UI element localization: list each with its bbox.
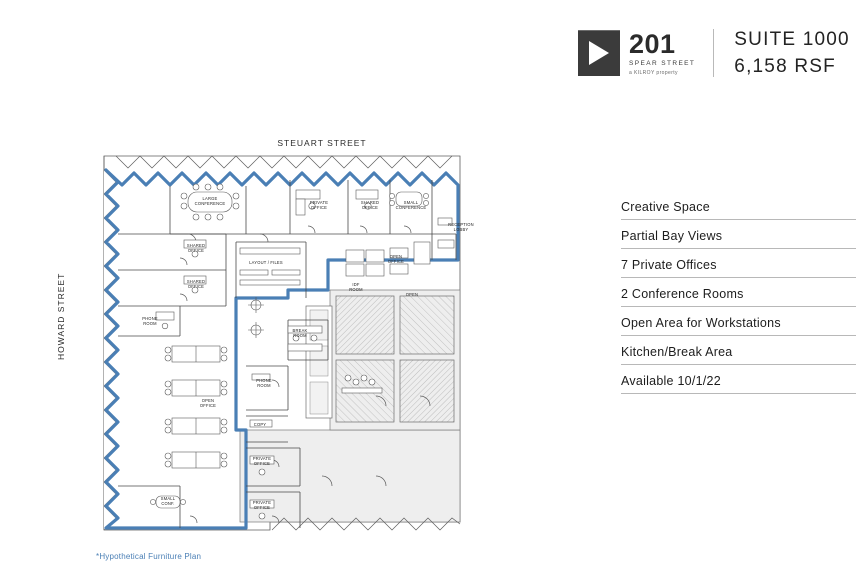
svg-text:SMALL: SMALL [160, 496, 176, 501]
street-label-left: HOWARD STREET [56, 272, 66, 360]
svg-text:OFFICE: OFFICE [187, 248, 205, 253]
feature-item: Kitchen/Break Area [621, 345, 856, 365]
svg-text:OPEN: OPEN [405, 292, 419, 297]
svg-text:PHONE: PHONE [142, 316, 158, 321]
suite-info [734, 28, 850, 79]
header-divider [713, 29, 714, 77]
svg-text:CONFERENCE: CONFERENCE [395, 205, 427, 210]
svg-text:ROOM: ROOM [257, 383, 271, 388]
svg-text:LARGE: LARGE [202, 196, 218, 201]
svg-text:SHARED: SHARED [360, 200, 380, 205]
kilroy-triangle-logo-icon [578, 30, 620, 76]
suite-number: SUITE 1000 [734, 29, 850, 50]
svg-text:SHARED: SHARED [186, 279, 206, 284]
svg-text:OFFICE: OFFICE [199, 403, 217, 408]
svg-text:OPEN: OPEN [389, 254, 403, 259]
svg-text:OFFICE: OFFICE [310, 205, 328, 210]
svg-text:OFFICE: OFFICE [187, 284, 205, 289]
svg-text:SMALL: SMALL [403, 200, 419, 205]
svg-text:PRIVATE: PRIVATE [252, 500, 272, 505]
logo-street: SPEAR STREET [629, 60, 696, 67]
feature-item: Available 10/1/22 [621, 374, 856, 394]
feature-item: Creative Space [621, 200, 856, 220]
svg-text:RECEPTION: RECEPTION [448, 222, 474, 227]
svg-text:ROOM: ROOM [349, 287, 363, 292]
floor-plan [56, 130, 520, 570]
svg-text:ROOM: ROOM [293, 333, 307, 338]
svg-text:PRIVATE: PRIVATE [309, 200, 329, 205]
feature-item: 7 Private Offices [621, 258, 856, 278]
svg-text:OFFICE: OFFICE [361, 205, 379, 210]
floor-plan-drawing [60, 130, 520, 545]
logo-owner: a KILROY property [629, 69, 678, 76]
feature-item: Open Area for Workstations [621, 316, 856, 336]
svg-text:PRIVATE: PRIVATE [252, 456, 272, 461]
suite-rsf: 6,158 RSF [734, 55, 836, 77]
street-label-top: STEUART STREET [277, 138, 367, 148]
svg-text:ROOM: ROOM [143, 321, 157, 326]
feature-list [621, 200, 856, 403]
svg-text:LAYOUT / FILES: LAYOUT / FILES [249, 260, 283, 265]
svg-text:PHONE: PHONE [256, 378, 272, 383]
svg-text:OFFICE: OFFICE [387, 259, 405, 264]
suite-header [578, 28, 850, 79]
feature-item: Partial Bay Views [621, 229, 856, 249]
svg-text:OPEN: OPEN [201, 398, 215, 403]
feature-item: 2 Conference Rooms [621, 287, 856, 307]
svg-text:CONF.: CONF. [161, 501, 175, 506]
svg-text:OFFICE: OFFICE [253, 461, 271, 466]
svg-text:LOBBY: LOBBY [453, 227, 469, 232]
logo-number: 201 [629, 29, 676, 59]
svg-text:IDF: IDF [352, 282, 360, 287]
svg-text:BREAK: BREAK [292, 328, 308, 333]
logo-wordmark [629, 31, 695, 76]
svg-text:CONFERENCE: CONFERENCE [194, 201, 226, 206]
svg-text:COPY: COPY [253, 422, 267, 427]
svg-text:SHARED: SHARED [186, 243, 206, 248]
plan-disclaimer: *Hypothetical Furniture Plan [96, 552, 202, 561]
svg-text:OFFICE: OFFICE [253, 505, 271, 510]
